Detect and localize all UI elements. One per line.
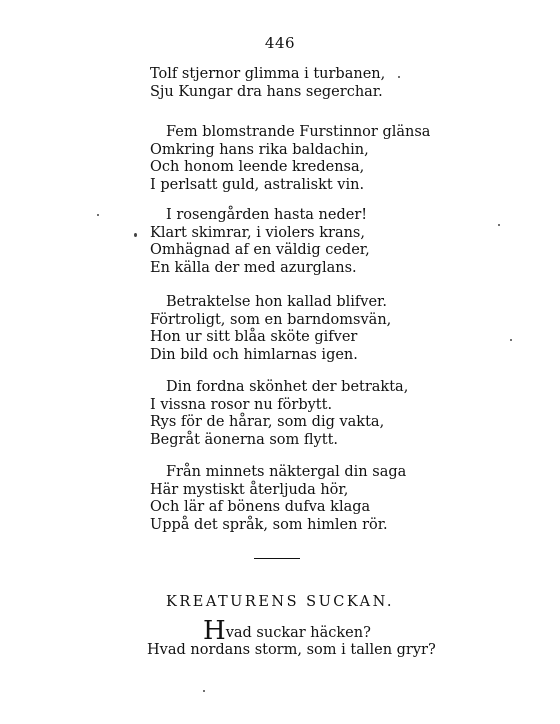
poem-line: En källa der med azurglans.: [150, 259, 357, 276]
print-speck: [97, 214, 99, 216]
section-second-line: Hvad nordans storm, som i tallen gryr?: [147, 642, 436, 658]
section-divider: [254, 558, 300, 559]
poem-line: Sju Kungar dra hans segerchar.: [150, 83, 383, 100]
poem-line: Din bild och himlarnas igen.: [150, 346, 358, 363]
section-title: KREATURENS SUCKAN.: [166, 594, 394, 610]
poem-line: Din fordna skönhet der betrakta,: [166, 379, 409, 395]
poem-line: Fem blomstrande Furstinnor glänsa: [166, 124, 431, 140]
poem-line: Betraktelse hon kallad blifver.: [166, 294, 388, 310]
print-speck: [134, 233, 137, 237]
poem-line: I perlsatt guld, astraliskt vin.: [150, 176, 365, 193]
poem-line: Rys för de hårar, som dig vakta,: [150, 414, 385, 430]
stanza-1: [150, 66, 450, 101]
stanza-5: [150, 379, 450, 449]
stanza-2: [150, 124, 450, 194]
poem-line: Begråt äonerna som flytt.: [150, 431, 339, 448]
poem-line: Och honom leende kredensa,: [150, 159, 365, 175]
poem-line: Omhägnad af en väldig ceder,: [150, 242, 370, 258]
poem-line: Och lär af bönens dufva klaga: [150, 499, 371, 515]
poem-line: Omkring hans rika baldachin,: [150, 141, 369, 158]
poem-line: Här mystiskt återljuda hör,: [150, 481, 349, 498]
poem-line: Förtroligt, som en barndomsvän,: [150, 311, 392, 328]
poem-line: I rosengården hasta neder!: [166, 207, 368, 223]
poem-line: Hon ur sitt blåa sköte gifver: [150, 329, 358, 345]
stanza-4: [150, 294, 450, 364]
poem-line: Klart skimrar, i violers krans,: [150, 224, 365, 241]
stanza-6: [150, 464, 450, 534]
section-first-line: [203, 618, 371, 644]
poem-line: Från minnets näktergal din saga: [166, 464, 407, 480]
first-line-text: vad suckar häcken?: [225, 625, 371, 641]
poem-line: I vissna rosor nu förbytt.: [150, 396, 333, 413]
poem-line: Uppå det språk, som himlen rör.: [150, 516, 388, 533]
poem-line: Tolf stjernor glimma i turbanen,: [150, 66, 386, 82]
page-number: 446: [264, 34, 296, 52]
print-speck: [510, 339, 512, 341]
print-speck: [498, 224, 500, 226]
print-speck: [398, 76, 400, 78]
stanza-3: [150, 207, 450, 277]
drop-cap: H: [203, 616, 226, 646]
print-speck: [203, 690, 205, 692]
